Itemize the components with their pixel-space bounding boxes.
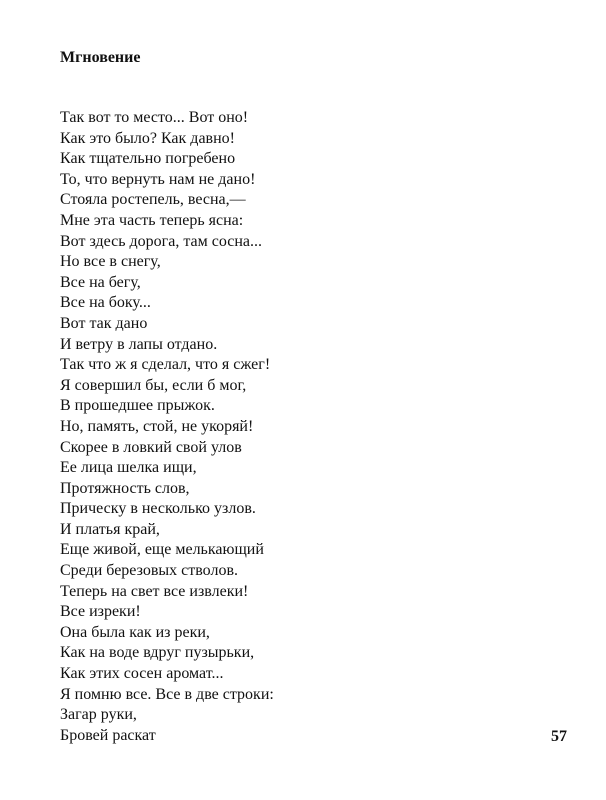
- poem-line: Я помню все. Все в две строки:: [60, 685, 274, 703]
- poem-line: В прошедшее прыжок.: [60, 397, 215, 415]
- poem-line: Загар руки,: [60, 706, 137, 724]
- poem-line: Скорее в ловкий свой улов: [60, 438, 242, 456]
- poem-line: И платья край,: [60, 520, 160, 538]
- poem-line: Но все в снегу,: [60, 253, 161, 271]
- poem-line: Протяжность слов,: [60, 479, 190, 497]
- poem-line: Еще живой, еще мелькающий: [60, 541, 264, 559]
- poem-line: Все на боку...: [60, 294, 151, 312]
- poem-line: Прическу в несколько узлов.: [60, 500, 256, 518]
- poem-line: То, что вернуть нам не дано!: [60, 170, 256, 188]
- poem-line: Ее лица шелка ищи,: [60, 459, 197, 477]
- poem-line: Так вот то место... Вот оно!: [60, 109, 249, 126]
- poem-line: Так что ж я сделал, что я сжег!: [60, 356, 271, 374]
- poem-line: Мне эта часть теперь ясна:: [60, 211, 244, 229]
- poem-line: Как это было? Как давно!: [60, 129, 235, 147]
- poem-line: Среди березовых стволов.: [60, 562, 238, 580]
- poem-line: И ветру в лапы отдано.: [60, 335, 218, 353]
- poem-line: Вот так дано: [60, 314, 148, 332]
- poem-line: Как тщательно погребено: [60, 150, 236, 168]
- poem-body: [60, 108, 274, 746]
- poem-line: Теперь на свет все извлеки!: [60, 582, 249, 600]
- poem-line: Но, память, стой, не укоряй!: [60, 417, 254, 435]
- poem-line: Как этих сосен аромат...: [60, 665, 224, 683]
- poem-line: Все на бегу,: [60, 273, 141, 291]
- poem-line: Бровей раскат: [60, 726, 156, 744]
- poem-line: Как на воде вдруг пузырьки,: [60, 644, 255, 662]
- poem-line: Я совершил бы, если б мог,: [60, 376, 247, 394]
- page-number: 57: [551, 728, 567, 745]
- poem-line: Все изреки!: [60, 603, 141, 621]
- poem-line: Она была как из реки,: [60, 623, 210, 641]
- poem-title: Мгновение: [60, 49, 141, 66]
- poem-line: Стояла ростепель, весна,—: [60, 191, 246, 209]
- poem-line: Вот здесь дорога, там сосна...: [60, 232, 263, 250]
